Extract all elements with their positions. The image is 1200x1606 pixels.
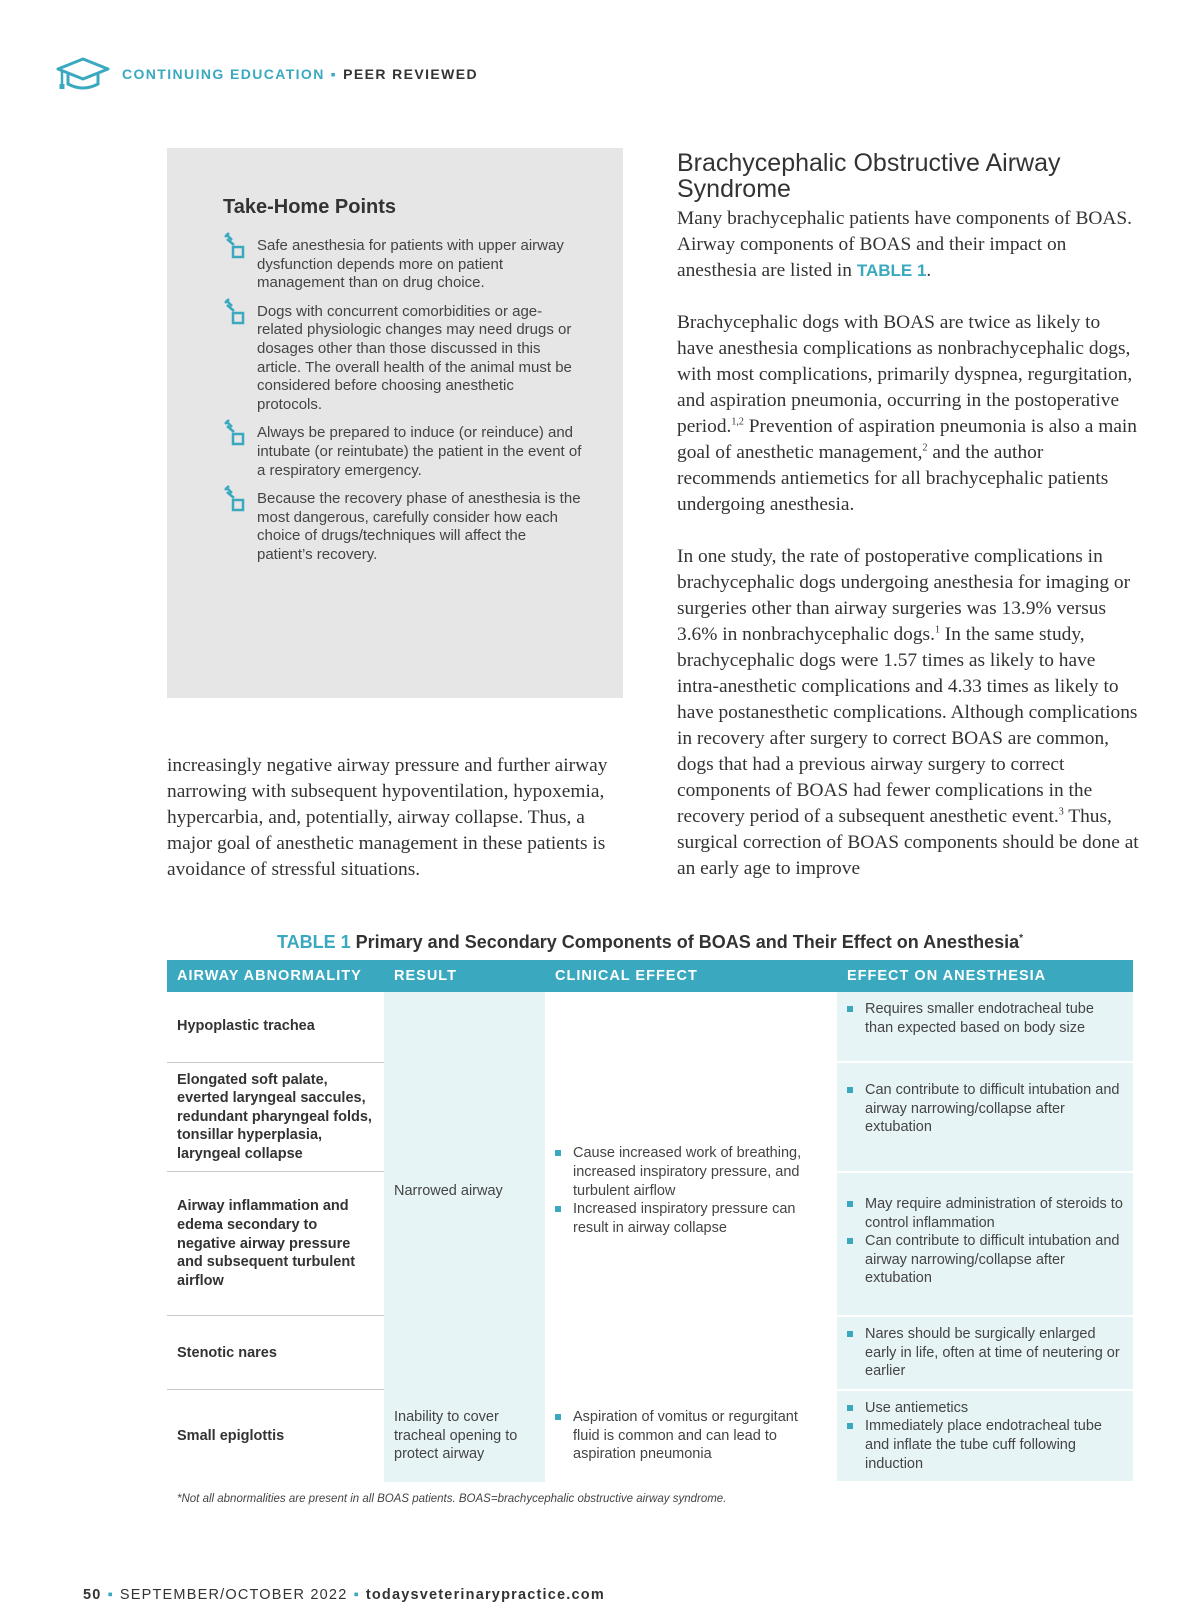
take-home-text: Always be prepared to induce (or reinduce) and intubate (or reintubate) the patient in the event of a respiratory emergency. <box>257 424 582 479</box>
boas-table <box>167 960 1133 1483</box>
page-number: 50 <box>83 1587 102 1603</box>
abnormality-cell: Hypoplastic trachea <box>167 992 384 1062</box>
list-item: Can contribute to difficult intubation and airway narrowing/collapse after extubation <box>847 1081 1123 1137</box>
effect-cell <box>837 1390 1133 1482</box>
take-home-item <box>223 237 583 293</box>
p2-text-b: Prevention of aspiration pneumonia is also a main goal of anesthetic management, <box>677 416 1138 463</box>
list-item: Use antiemetics <box>847 1399 1123 1418</box>
table-1 <box>167 932 1133 1505</box>
list-item: Can contribute to difficult intubation and airway narrowing/collapse after extubation <box>847 1232 1123 1288</box>
col-header-clinical: CLINICAL EFFECT <box>545 960 837 992</box>
take-home-box <box>167 148 623 698</box>
result-cell: Inability to cover tracheal opening to protect airway <box>384 1390 545 1482</box>
graduation-cap-icon <box>56 56 110 92</box>
table-row <box>167 992 1133 1062</box>
footer-separator: ▪ <box>107 1587 114 1603</box>
citation-ref: 1,2 <box>731 416 744 428</box>
review-label: PEER REVIEWED <box>343 66 478 82</box>
paragraph-1 <box>677 206 1139 284</box>
table-row <box>167 1390 1133 1482</box>
clinical-cell <box>545 1390 837 1482</box>
section-title: Brachycephalic Obstructive Airway Syndrome <box>677 149 1061 203</box>
effect-cell <box>837 992 1133 1062</box>
page-footer <box>83 1587 605 1603</box>
list-item: Aspiration of vomitus or regurgitant fluid is common and can lead to aspiration pneumonia <box>555 1408 827 1464</box>
take-home-text: Dogs with concurrent comorbidities or age-related physiologic changes may need drugs or dosages other than those discussed in this article. The overall health of the animal must be considered before choosing anesthetic protocols. <box>257 302 572 413</box>
effect-cell <box>837 1172 1133 1316</box>
effect-list <box>847 1195 1123 1288</box>
p2-text-a: Brachycephalic dogs with BOAS are twice as likely to have anesthesia complications as nonbrachycephalic dogs, with most complications, primarily dyspnea, regurgitation, and aspiration pneumonia, occurring in the postoperative period. <box>677 312 1133 437</box>
checkbox-pin-icon <box>223 418 249 448</box>
abnormality-cell: Small epiglottis <box>177 1427 285 1444</box>
col-header-effect: EFFECT ON ANESTHESIA <box>837 960 1133 992</box>
footer-separator: ▪ <box>353 1587 360 1603</box>
list-item: Increased inspiratory pressure can result in airway collapse <box>555 1200 827 1237</box>
citation-ref: 3 <box>1058 806 1064 818</box>
page-header <box>56 56 478 92</box>
clinical-cell <box>545 992 837 1390</box>
clinical-list <box>555 1408 827 1464</box>
p1-end: . <box>926 260 932 281</box>
table-1-link[interactable]: TABLE 1 <box>856 261 927 280</box>
table-footnote: *Not all abnormalities are present in all BOAS patients. BOAS=brachycephalic obstructive airway syndrome. <box>177 1493 727 1506</box>
p1-text: Many brachycephalic patients have components of BOAS. Airway components of BOAS and their impact on anesthesia are listed in <box>677 208 1133 281</box>
section-label: CONTINUING EDUCATION <box>122 66 325 82</box>
clinical-list <box>555 1144 827 1237</box>
effect-list <box>847 1399 1123 1473</box>
table-title-mark: * <box>1019 933 1024 944</box>
issue-date: SEPTEMBER/OCTOBER 2022 <box>119 1587 348 1603</box>
list-item: Nares should be surgically enlarged early in life, often at time of neutering or earlier <box>847 1325 1123 1381</box>
list-item: Cause increased work of breathing, increased inspiratory pressure, and turbulent airflow <box>555 1144 827 1200</box>
effect-cell <box>837 1316 1133 1390</box>
right-column <box>677 150 1139 908</box>
list-item: May require administration of steroids to control inflammation <box>847 1195 1123 1232</box>
result-cell: Narrowed airway <box>384 992 545 1390</box>
paragraph-2 <box>677 310 1139 518</box>
abnormality-cell: Airway inflammation and edema secondary to negative airway pressure and subsequent turbulent airflow <box>167 1172 384 1316</box>
citation-ref: 1 <box>934 624 940 636</box>
table-header-row <box>167 960 1133 992</box>
table-title <box>167 932 1133 953</box>
take-home-title: Take-Home Points <box>223 196 396 218</box>
abnormality-cell: Stenotic nares <box>167 1316 384 1390</box>
table-title-text: Primary and Secondary Components of BOAS and Their Effect on Anesthesia <box>350 932 1020 952</box>
effect-cell <box>837 1062 1133 1172</box>
take-home-item <box>223 303 583 415</box>
checkbox-pin-icon <box>223 231 249 261</box>
p3-text-b: In the same study, brachycephalic dogs were 1.57 times as likely to have intra-anesthetic complications and 4.33 times as likely to have postanesthetic complications. Although complications in recovery after surgery to correct BOAS are common, dogs that had a previous airway surgery to correct components of BOAS had fewer complications in the recovery period of a subsequent anesthetic event. <box>677 624 1138 827</box>
take-home-item <box>223 424 583 480</box>
col-header-result: RESULT <box>384 960 545 992</box>
left-paragraph: increasingly negative airway pressure and further airway narrowing with subsequent hypoventilation, hypoxemia, hypercarbia, and, potentially, airway collapse. Thus, a major goal of anesthetic management in these patients is avoidance of stressful situations. <box>167 755 608 880</box>
paragraph-3 <box>677 544 1139 882</box>
list-item: Immediately place endotracheal tube and inflate the tube cuff following induction <box>847 1417 1123 1473</box>
website-link[interactable]: todaysveterinarypractice.com <box>365 1587 605 1603</box>
citation-ref: 2 <box>922 442 928 454</box>
table-label: TABLE 1 <box>276 932 351 952</box>
list-item: Requires smaller endotracheal tube than expected based on body size <box>847 1000 1123 1037</box>
effect-list <box>847 1081 1123 1137</box>
checkbox-pin-icon <box>223 297 249 327</box>
take-home-item <box>223 490 583 564</box>
abnormality-cell: Elongated soft palate, everted laryngeal saccules, redundant pharyngeal folds, tonsillar hyperplasia, laryngeal collapse <box>167 1062 384 1172</box>
take-home-text: Safe anesthesia for patients with upper airway dysfunction depends more on patient management than on drug choice. <box>257 237 564 292</box>
p3-text-c: Thus, surgical correction of BOAS components should be done at an early age to improve <box>677 806 1139 879</box>
effect-list <box>847 1325 1123 1381</box>
p3-text-a: In one study, the rate of postoperative complications in brachycephalic dogs undergoing anesthesia for imaging or surgeries other than airway surgeries was 13.9% versus 3.6% in nonbrachycephalic dogs. <box>677 546 1131 645</box>
take-home-text: Because the recovery phase of anesthesia is the most dangerous, carefully consider how each choice of drugs/techniques will affect the patient’s recovery. <box>257 490 581 563</box>
header-text <box>122 66 478 82</box>
effect-list <box>847 1000 1123 1037</box>
col-header-abnormality: AIRWAY ABNORMALITY <box>167 960 384 992</box>
header-separator: ▪ <box>330 66 338 82</box>
p2-text-c: and the author recommends antiemetics for all brachycephalic patients undergoing anesthesia. <box>677 442 1109 515</box>
checkbox-pin-icon <box>223 484 249 514</box>
